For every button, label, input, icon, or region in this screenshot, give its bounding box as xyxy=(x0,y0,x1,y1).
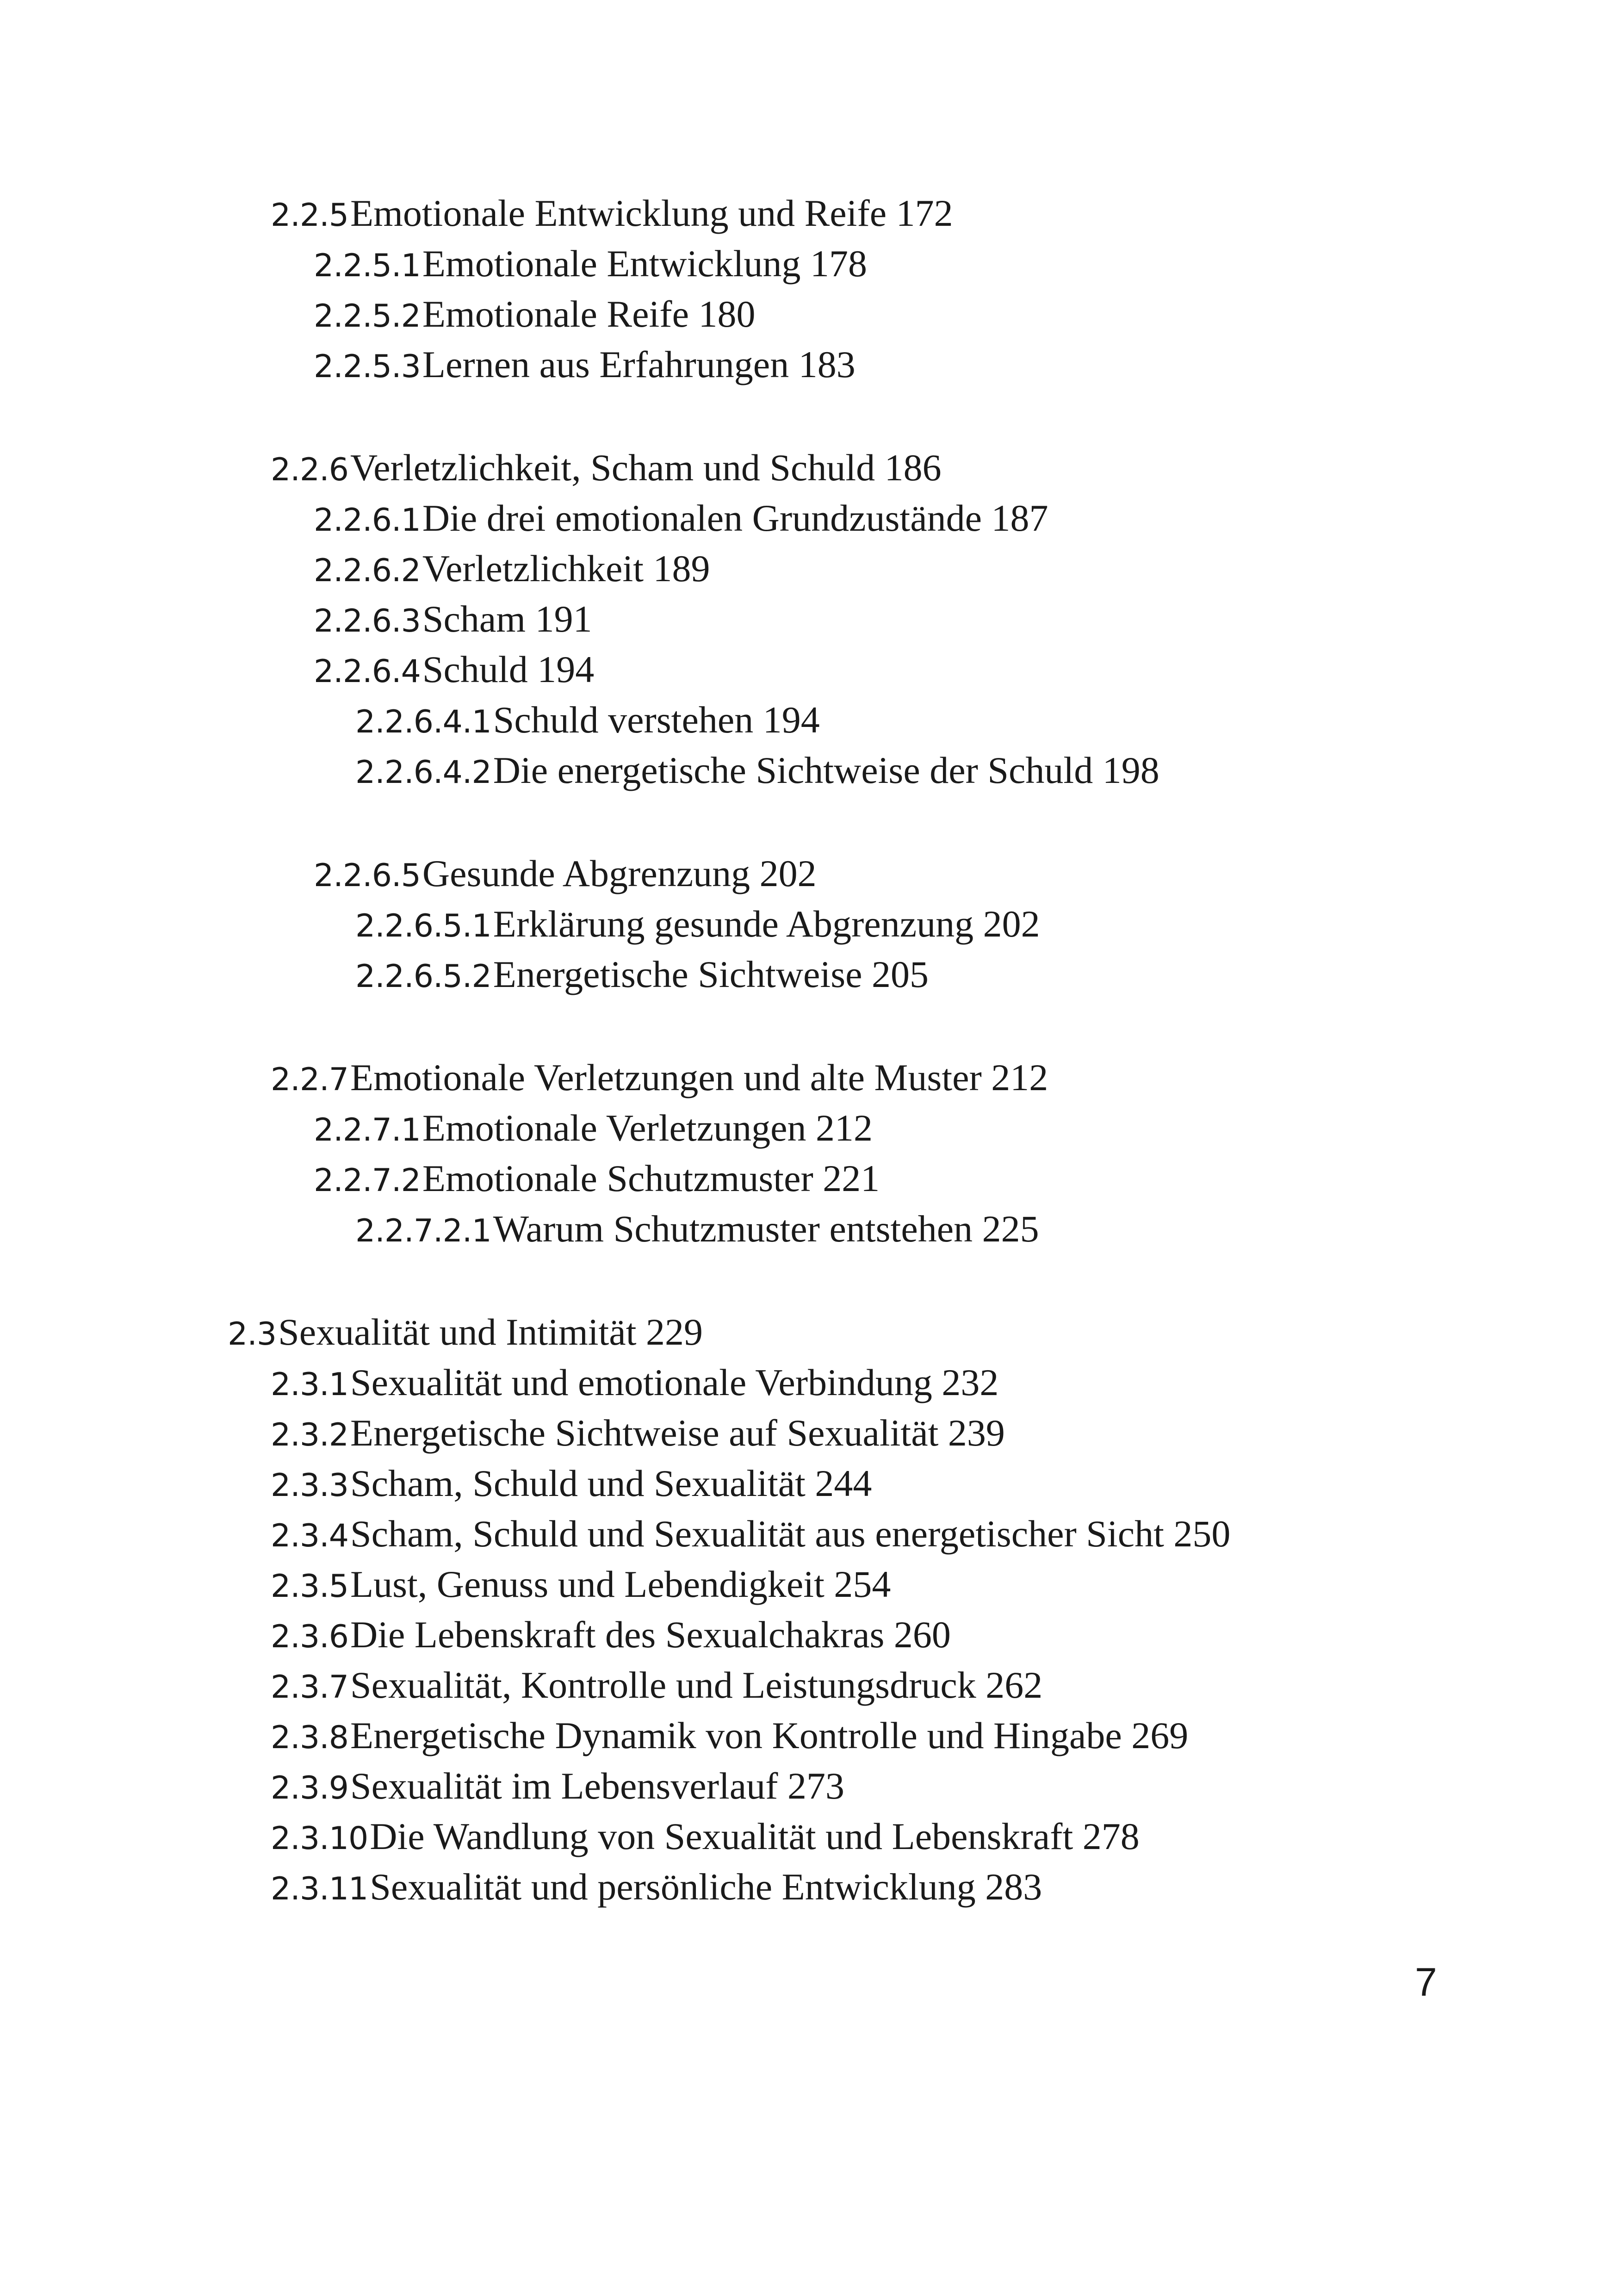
toc-entry-number: 2.3.8 xyxy=(271,1719,349,1756)
toc-entry-number: 2.2.5.2 xyxy=(314,298,421,335)
toc-entry-number: 2.2.6.1 xyxy=(314,502,421,539)
toc-entry-title: Die Wandlung von Sexualität und Lebenskraft 278 xyxy=(370,1815,1140,1857)
toc-entry-number: 2.2.5.1 xyxy=(314,248,421,284)
toc-entry-number: 2.2.7 xyxy=(271,1061,349,1098)
toc-entry-number: 2.2.6.4.2 xyxy=(355,754,491,791)
toc-entry xyxy=(271,1056,1048,1098)
toc-entry xyxy=(314,242,867,285)
toc-entry xyxy=(228,1313,703,1351)
toc-entry-number: 2.3.11 xyxy=(271,1871,368,1907)
toc-entry-title: Sexualität und persönliche Entwicklung 283 xyxy=(370,1866,1042,1908)
toc-entry-number: 2.2.6 xyxy=(271,452,349,488)
toc-entry xyxy=(271,1613,951,1656)
toc-entry-number: 2.2.6.4 xyxy=(314,653,421,690)
page-number: 7 xyxy=(1415,1960,1437,2004)
toc-entry-title: Emotionale Entwicklung und Reife 172 xyxy=(350,192,953,234)
toc-entry xyxy=(355,905,1040,943)
toc-entry-number: 2.2.6.4.1 xyxy=(355,704,491,740)
toc-entry xyxy=(314,343,855,385)
toc-entry-title: Gesunde Abgrenzung 202 xyxy=(422,852,817,894)
toc-entry-title: Emotionale Reife 180 xyxy=(422,293,756,335)
toc-entry xyxy=(271,449,942,487)
toc-entry-number: 2.3.7 xyxy=(271,1669,349,1706)
toc-entry-title: Schuld verstehen 194 xyxy=(493,699,820,741)
toc-entry-number: 2.2.6.2 xyxy=(314,552,421,589)
toc-entry-number: 2.2.6.5.1 xyxy=(355,908,491,944)
toc-entry xyxy=(314,547,710,590)
toc-entry-number: 2.3 xyxy=(228,1316,277,1353)
toc-entry xyxy=(271,1815,1140,1857)
toc-entry xyxy=(271,1565,891,1603)
toc-entry-title: Die drei emotionalen Grundzustände 187 xyxy=(422,497,1048,539)
toc-entry-number: 2.3.3 xyxy=(271,1467,349,1504)
toc-entry-title: Emotionale Verletzungen 212 xyxy=(422,1107,873,1149)
toc-entry xyxy=(314,600,592,638)
toc-entry-title: Verletzlichkeit 189 xyxy=(422,547,710,590)
toc-entry-title: Emotionale Entwicklung 178 xyxy=(422,242,867,285)
toc-entry-title: Sexualität und emotionale Verbindung 232 xyxy=(350,1361,999,1403)
toc-entry-title: Warum Schutzmuster entstehen 225 xyxy=(493,1208,1039,1250)
toc-entry-title: Scham, Schuld und Sexualität 244 xyxy=(350,1462,872,1504)
toc-entry-number: 2.3.10 xyxy=(271,1820,368,1857)
toc-entry xyxy=(271,1464,872,1502)
toc-entry-title: Energetische Sichtweise 205 xyxy=(493,953,929,995)
toc-entry xyxy=(355,751,1159,789)
toc-entry xyxy=(271,1714,1189,1756)
toc-entry-title: Sexualität und Intimität 229 xyxy=(278,1311,703,1353)
toc-entry xyxy=(271,1414,1005,1452)
toc-entry-title: Verletzlichkeit, Scham und Schuld 186 xyxy=(350,447,942,489)
toc-entry xyxy=(314,1157,880,1199)
toc-entry xyxy=(271,1666,1042,1704)
toc-entry-title: Sexualität, Kontrolle und Leistungsdruck 262 xyxy=(350,1664,1043,1706)
toc-entry xyxy=(314,295,756,333)
toc-entry-title: Die Lebenskraft des Sexualchakras 260 xyxy=(350,1613,951,1656)
toc-entry-number: 2.2.7.2.1 xyxy=(355,1213,491,1249)
toc-entry-title: Schuld 194 xyxy=(422,648,595,690)
toc-entry-number: 2.3.4 xyxy=(271,1518,349,1554)
toc-entry-number: 2.2.5.3 xyxy=(314,348,421,385)
toc-entry-title: Emotionale Verletzungen und alte Muster 212 xyxy=(350,1056,1048,1098)
toc-entry-title: Scham, Schuld und Sexualität aus energetischer Sicht 250 xyxy=(350,1513,1231,1555)
toc-entry-number: 2.2.5 xyxy=(271,197,349,234)
toc-entry-number: 2.3.6 xyxy=(271,1619,349,1655)
toc-entry xyxy=(271,1868,1042,1906)
toc-entry-title: Energetische Dynamik von Kontrolle und Hingabe 269 xyxy=(350,1714,1189,1756)
toc-entry-title: Lernen aus Erfahrungen 183 xyxy=(422,343,855,385)
toc-entry-number: 2.2.6.3 xyxy=(314,603,421,639)
toc-entry-number: 2.3.5 xyxy=(271,1568,349,1605)
toc-entry-title: Erklärung gesunde Abgrenzung 202 xyxy=(493,903,1040,945)
toc-entry xyxy=(355,953,929,995)
toc-entry xyxy=(314,1109,873,1147)
toc-entry-number: 2.3.1 xyxy=(271,1366,349,1403)
toc-entry xyxy=(314,648,595,690)
toc-entry-number: 2.2.6.5.2 xyxy=(355,958,491,995)
toc-entry-title: Lust, Genuss und Lebendigkeit 254 xyxy=(350,1563,891,1605)
toc-entry-title: Energetische Sichtweise auf Sexualität 239 xyxy=(350,1412,1005,1454)
toc-entry-number: 2.2.7.2 xyxy=(314,1162,421,1199)
toc-entry-number: 2.3.9 xyxy=(271,1770,349,1806)
toc-entry xyxy=(271,1361,999,1403)
toc-entry-title: Scham 191 xyxy=(422,598,592,640)
toc-entry-title: Sexualität im Lebensverlauf 273 xyxy=(350,1765,844,1807)
toc-entry-number: 2.2.6.5 xyxy=(314,857,421,894)
toc-entry-title: Emotionale Schutzmuster 221 xyxy=(422,1157,880,1199)
toc-entry xyxy=(314,852,817,894)
toc-entry xyxy=(314,499,1048,537)
toc-entry xyxy=(271,1767,844,1805)
toc-entry xyxy=(355,1210,1039,1248)
toc-entry-number: 2.3.2 xyxy=(271,1417,349,1453)
toc-entry-title: Die energetische Sichtweise der Schuld 198 xyxy=(493,749,1159,791)
toc-entry xyxy=(271,1515,1230,1553)
toc-entry-number: 2.2.7.1 xyxy=(314,1112,421,1148)
toc-entry xyxy=(271,194,953,232)
toc-entry xyxy=(355,701,820,739)
